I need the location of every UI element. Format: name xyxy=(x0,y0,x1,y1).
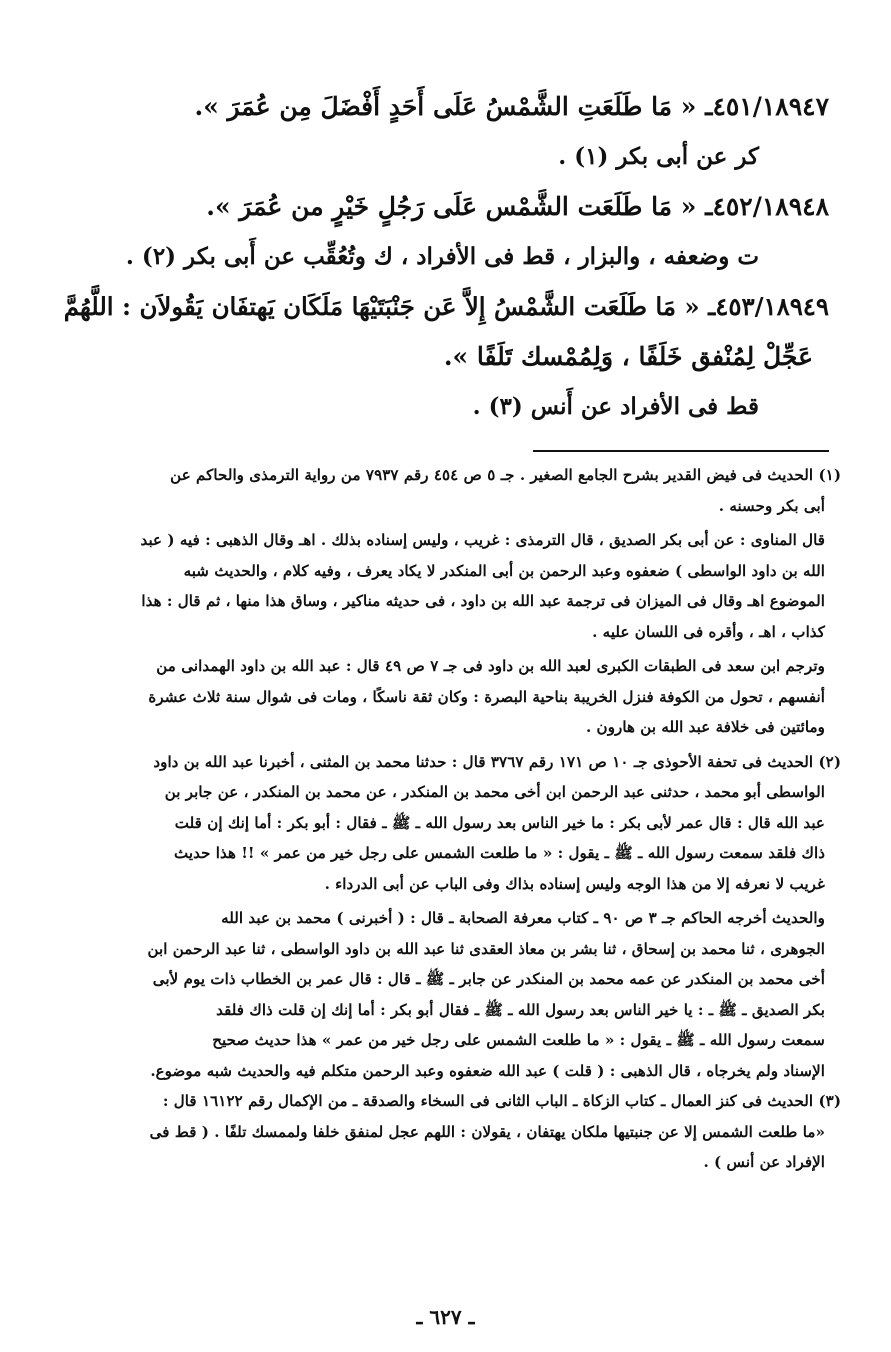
hadith-source: كر عن أبى بكر (١) . xyxy=(558,143,759,170)
footnote-line: سمعت رسول الله ـ ﷺ ـ يقول : « ما طلعت الشمس على رجل خير من عمر » هذا حديث صحيح xyxy=(212,1031,825,1049)
footnote-line: الإسناد ولم يخرجاه ، قال الذهبى : ( قلت ) عبد الله ضعفوه وعبد الرحمن متكلم فيه والحديث شبه موضوع. xyxy=(150,1061,825,1080)
footnote-line xyxy=(56,1086,841,1117)
hadith-453 xyxy=(62,282,829,432)
footnote-line: والحديث أخرجه الحاكم جـ ٣ ص ٩٠ ـ كتاب معرفة الصحابة ـ قال : ( أخبرنى ) محمد بن عبد الله xyxy=(221,909,825,927)
footnotes xyxy=(56,460,841,1178)
footnote-line: الواسطى أبو محمد ، حدثنى عبد الرحمن ابن أخى محمد بن المنكدر ، عن محمد بن المنكدر ، عن جابر بن xyxy=(164,783,825,801)
footnote-line: ومائتين فى خلافة عبد الله بن هارون . xyxy=(585,718,825,736)
footnote-number: (٢) xyxy=(818,752,841,771)
footnote-3 xyxy=(56,1086,841,1178)
footnote-paragraph xyxy=(56,651,841,743)
footnote-number: (١) xyxy=(818,466,841,484)
footnote-line: كذاب ، اهـ ، وأقره فى اللسان عليه . xyxy=(592,622,825,641)
footnote-line: أنفسهم ، تحول من الكوفة فنزل الخريبة بناحية البصرة : وكان ثقة ناسكًا ، ومات فى شوال سنة ثلاث عشرة xyxy=(148,687,825,706)
footnote-line: ذاك فلقد سمعت رسول الله ـ ﷺ ـ يقول : « ما طلعت الشمس على رجل خير من عمر » !! هذا حديث xyxy=(173,844,825,862)
footnote-line xyxy=(56,747,841,778)
hadith-text-line: ٤٥٣/١٨٩٤٩ـ « مَا طَلَعَت الشَّمْسُ إِلاَّ عَن جَنْبَتَيْهَا مَلَكَان يَهتفَان يَقُولاَن : اللَّهُمَّ xyxy=(63,292,829,321)
hadith-text-line: عَجِّلْ لِمُنْفق خَلَفًا ، وَلِمُمْسك تَلَفًا ». xyxy=(443,342,813,371)
hadith-source: قط فى الأفراد عن أَنس (٣) . xyxy=(472,393,759,420)
footnote-line xyxy=(56,460,841,491)
footnote-line: الجوهرى ، ثنا محمد بن إسحاق ، ثنا بشر بن معاذ العقدى ثنا عبد الله بن داود الواسطى ، ثنا عبد الرحمن ابن xyxy=(147,939,825,958)
footnote-text: الحديث فى تحفة الأحوذى جـ ١٠ ص ١٧١ رقم ٣٧٦٧ قال : حدثنا محمد بن المثنى ، أخبرنا عبد الله بن داود xyxy=(153,752,814,771)
footnote-line: الموضوع اهـ وقال فى الميزان فى ترجمة عبد الله بن داود ، فى حديثه مناكير ، وساق هذا منها ، ثم قال : هذا xyxy=(141,592,825,610)
hadith-452 xyxy=(62,182,829,282)
footnote-line: قال المناوى : عن أبى بكر الصديق ، قال الترمذى : غريب ، وليس إسناده بذلك . اهـ وقال الذهبى : فيه ( عبد xyxy=(140,531,825,549)
hadith-source: ت وضعفه ، والبزار ، قط فى الأفراد ، ك وتُعُقِّب عن أَبى بكر (٢) . xyxy=(125,243,759,270)
footnote-line: بكر الصديق ـ ﷺ ـ : يا خير الناس بعد رسول الله ـ ﷺ ـ فقال أبو بكر : أما إنك إن قلت ذاك فلقد xyxy=(216,1000,825,1019)
footnote-separator xyxy=(533,450,829,452)
footnote-text: الحديث فى كنز العمال ـ كتاب الزكاة ـ الباب الثانى فى السخاء والصدقة ـ من الإكمال رقم ١٦١٢٢ قال : xyxy=(162,1092,814,1110)
footnote-line: الله بن داود الواسطى ) ضعفوه وعبد الرحمن بن أبى المنكدر لا يكاد يعرف ، وفيه كلام ، والحديث شبه xyxy=(183,561,825,580)
footnote-1 xyxy=(56,460,841,743)
hadith-list xyxy=(62,82,829,432)
footnote-line: «ما طلعت الشمس إلا عن جنبتيها ملكان يهتفان ، يقولان : اللهم عجل لمنفق خلفا ولممسك تلفًا . ( قط فى xyxy=(149,1122,825,1141)
footnote-number: (٣) xyxy=(818,1092,841,1110)
hadith-text-line: ٤٥٢/١٨٩٤٨ـ « مَا طَلَعَت الشَّمْس عَلَى رَجُلٍ خَيْرٍ من عُمَرَ ». xyxy=(206,192,829,221)
footnote-paragraph xyxy=(56,525,841,647)
page-number: ـ ٦٢٧ ـ xyxy=(416,1305,475,1329)
footnote-line: عبد الله قال : قال عمر لأبى بكر : ما خير الناس بعد رسول الله ـ ﷺ ـ فقال : أبو بكر : أما إنك إن قلت xyxy=(174,813,825,832)
footnote-line: الإفراد عن أنس ) . xyxy=(703,1153,825,1171)
footnote-line: أخى محمد بن المنكدر عن عمه محمد بن المنكدر عن جابر ـ ﷺ ـ قال : قال عمر بن الخطاب ذات يوم لأبى xyxy=(152,970,825,988)
footnote-line: وترجم ابن سعد فى الطبقات الكبرى لعبد الله بن داود فى جـ ٧ ص ٤٩ قال : عبد الله بن داود الهمدانى من xyxy=(156,657,825,675)
hadith-text-line: ٤٥١/١٨٩٤٧ـ « مَا طَلَعَتِ الشَّمْسُ عَلَى أَحَدٍ أَفْضَلَ مِن عُمَرَ ». xyxy=(194,92,829,121)
footnote-line: أبى بكر وحسنه . xyxy=(718,496,825,515)
hadith-451 xyxy=(62,82,829,182)
footnote-text: الحديث فى فيض القدير بشرح الجامع الصغير . جـ ٥ ص ٤٥٤ رقم ٧٩٣٧ من رواية الترمذى والحاكم عن xyxy=(170,466,814,484)
footnote-line: غريب لا نعرفه إلا من هذا الوجه وليس إسناده بذاك وفى الباب عن أبى الدرداء . xyxy=(324,874,825,893)
footnote-paragraph xyxy=(56,903,841,1086)
footnote-2 xyxy=(56,747,841,1087)
